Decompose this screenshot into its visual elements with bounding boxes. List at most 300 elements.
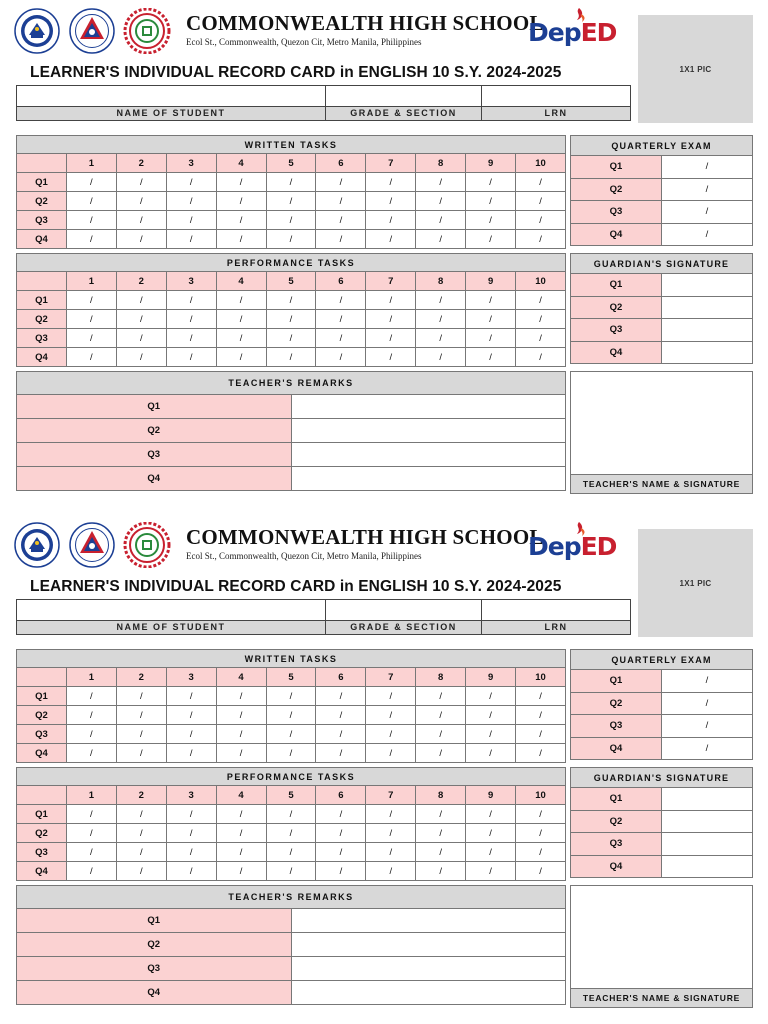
- lrn-label: LRN: [544, 622, 568, 632]
- written-score-cell[interactable]: /: [416, 744, 466, 763]
- performance-column-header: 1: [66, 786, 116, 805]
- performance-quarter-label: Q3: [17, 329, 67, 348]
- exam-quarter-label: Q2: [571, 692, 662, 715]
- performance-score-cell[interactable]: /: [366, 862, 416, 881]
- remarks-quarter-label: Q1: [17, 909, 292, 933]
- written-score-cell[interactable]: /: [416, 230, 466, 249]
- exam-quarter-label: Q2: [571, 178, 662, 201]
- performance-score-cell[interactable]: /: [316, 310, 366, 329]
- performance-score-cell[interactable]: /: [166, 348, 216, 367]
- performance-score-cell[interactable]: /: [116, 805, 166, 824]
- written-score-cell[interactable]: /: [116, 211, 166, 230]
- guardian-signature-cell[interactable]: [662, 341, 753, 364]
- written-score-cell[interactable]: /: [316, 192, 366, 211]
- performance-score-cell[interactable]: /: [416, 824, 466, 843]
- written-score-cell[interactable]: /: [366, 192, 416, 211]
- written-score-cell[interactable]: /: [316, 706, 366, 725]
- written-quarter-label: Q1: [17, 173, 67, 192]
- written-column-header: 5: [266, 154, 316, 173]
- written-score-cell[interactable]: /: [266, 173, 316, 192]
- performance-score-cell[interactable]: /: [416, 310, 466, 329]
- written-score-cell[interactable]: /: [66, 687, 116, 706]
- exam-score-cell[interactable]: /: [662, 715, 753, 738]
- performance-column-header: 3: [166, 272, 216, 291]
- exam-score-cell[interactable]: /: [662, 670, 753, 693]
- written-quarter-label: Q3: [17, 211, 67, 230]
- performance-score-cell[interactable]: /: [366, 824, 416, 843]
- written-column-header: 5: [266, 668, 316, 687]
- written-score-cell[interactable]: /: [66, 706, 116, 725]
- performance-quarter-label: Q4: [17, 862, 67, 881]
- written-score-cell[interactable]: /: [416, 725, 466, 744]
- record-card: [0, 514, 768, 1024]
- written-score-cell[interactable]: /: [366, 211, 416, 230]
- performance-score-cell[interactable]: /: [216, 291, 266, 310]
- performance-score-cell[interactable]: /: [166, 805, 216, 824]
- performance-score-cell[interactable]: /: [266, 862, 316, 881]
- performance-score-cell[interactable]: /: [466, 310, 516, 329]
- written-score-cell[interactable]: /: [266, 192, 316, 211]
- performance-score-cell[interactable]: /: [66, 310, 116, 329]
- performance-column-header: 3: [166, 786, 216, 805]
- performance-score-cell[interactable]: /: [116, 329, 166, 348]
- exam-quarter-label: Q4: [571, 223, 662, 246]
- performance-score-cell[interactable]: /: [116, 862, 166, 881]
- written-tasks-table: [16, 649, 566, 763]
- written-score-cell[interactable]: /: [66, 211, 116, 230]
- written-score-cell[interactable]: /: [266, 706, 316, 725]
- guardian-signature-cell[interactable]: [662, 274, 753, 297]
- written-score-cell[interactable]: /: [166, 725, 216, 744]
- written-column-header: 9: [466, 154, 516, 173]
- written-score-cell[interactable]: /: [116, 173, 166, 192]
- remarks-cell[interactable]: [291, 957, 566, 981]
- written-score-cell[interactable]: /: [266, 744, 316, 763]
- written-score-cell[interactable]: /: [416, 192, 466, 211]
- quarterly-exam-table: [570, 649, 753, 760]
- performance-score-cell[interactable]: /: [166, 862, 216, 881]
- student-name-field[interactable]: [17, 600, 326, 620]
- written-column-header: 1: [66, 668, 116, 687]
- written-score-cell[interactable]: /: [216, 192, 266, 211]
- exam-quarter-label: Q1: [571, 670, 662, 693]
- written-score-cell[interactable]: /: [266, 687, 316, 706]
- performance-quarter-label: Q3: [17, 843, 67, 862]
- performance-column-header: 4: [216, 272, 266, 291]
- written-score-cell[interactable]: /: [316, 744, 366, 763]
- written-score-cell[interactable]: /: [266, 211, 316, 230]
- school-heading: [186, 13, 544, 47]
- performance-score-cell[interactable]: /: [366, 310, 416, 329]
- remarks-cell[interactable]: [291, 419, 566, 443]
- performance-score-cell[interactable]: /: [266, 843, 316, 862]
- performance-column-header: 2: [116, 272, 166, 291]
- written-score-cell[interactable]: /: [66, 173, 116, 192]
- written-score-cell[interactable]: /: [466, 687, 516, 706]
- exam-quarter-label: Q1: [571, 156, 662, 179]
- written-score-cell[interactable]: /: [466, 173, 516, 192]
- performance-score-cell[interactable]: /: [416, 329, 466, 348]
- performance-column-header: 10: [516, 272, 566, 291]
- student-name-field[interactable]: [17, 86, 326, 106]
- performance-score-cell[interactable]: /: [66, 329, 116, 348]
- guardian-signature-cell[interactable]: [662, 296, 753, 319]
- performance-score-cell[interactable]: /: [66, 291, 116, 310]
- written-score-cell[interactable]: /: [516, 230, 566, 249]
- performance-score-cell[interactable]: /: [116, 824, 166, 843]
- deped-seal-icon: [14, 522, 60, 568]
- written-score-cell[interactable]: /: [466, 725, 516, 744]
- written-score-cell[interactable]: /: [216, 687, 266, 706]
- performance-score-cell[interactable]: /: [116, 291, 166, 310]
- performance-column-header: 9: [466, 786, 516, 805]
- performance-quarter-label: Q2: [17, 824, 67, 843]
- written-score-cell[interactable]: /: [416, 687, 466, 706]
- written-quarter-label: Q4: [17, 230, 67, 249]
- performance-score-cell[interactable]: /: [66, 805, 116, 824]
- school-name: COMMONWEALTH HIGH SCHOOL: [186, 11, 544, 35]
- performance-column-header: 2: [116, 786, 166, 805]
- performance-score-cell[interactable]: /: [66, 824, 116, 843]
- division-seal-icon: [68, 8, 116, 54]
- written-column-header: 4: [216, 154, 266, 173]
- performance-score-cell[interactable]: /: [416, 862, 466, 881]
- performance-score-cell[interactable]: /: [66, 348, 116, 367]
- performance-score-cell[interactable]: /: [216, 862, 266, 881]
- lrn-label: LRN: [544, 108, 568, 118]
- written-corner-cell: [17, 154, 67, 173]
- deped-logo: [528, 8, 628, 54]
- performance-score-cell[interactable]: /: [366, 805, 416, 824]
- written-score-cell[interactable]: /: [316, 211, 366, 230]
- written-score-cell[interactable]: /: [516, 744, 566, 763]
- written-score-cell[interactable]: /: [366, 706, 416, 725]
- performance-score-cell[interactable]: /: [166, 843, 216, 862]
- performance-score-cell[interactable]: /: [316, 329, 366, 348]
- performance-corner-cell: [17, 786, 67, 805]
- remarks-cell[interactable]: [291, 933, 566, 957]
- performance-score-cell[interactable]: /: [466, 862, 516, 881]
- written-score-cell[interactable]: /: [166, 211, 216, 230]
- performance-score-cell[interactable]: /: [316, 843, 366, 862]
- teacher-remarks-title: TEACHER'S REMARKS: [17, 372, 566, 395]
- written-score-cell[interactable]: /: [316, 230, 366, 249]
- exam-score-cell[interactable]: /: [662, 178, 753, 201]
- performance-column-header: 5: [266, 786, 316, 805]
- guardian-quarter-label: Q4: [571, 855, 662, 878]
- grade-section-field[interactable]: [326, 600, 482, 620]
- guardian-quarter-label: Q2: [571, 296, 662, 319]
- written-score-cell[interactable]: /: [516, 173, 566, 192]
- performance-column-header: 8: [416, 786, 466, 805]
- guardian-signature-title: GUARDIAN'S SIGNATURE: [571, 254, 753, 274]
- student-info: [16, 85, 631, 121]
- written-column-header: 9: [466, 668, 516, 687]
- performance-score-cell[interactable]: /: [266, 329, 316, 348]
- written-score-cell[interactable]: /: [366, 744, 416, 763]
- performance-score-cell[interactable]: /: [216, 310, 266, 329]
- written-score-cell[interactable]: /: [516, 725, 566, 744]
- card-title: LEARNER'S INDIVIDUAL RECORD CARD in ENGLISH 10 S.Y. 2024-2025: [30, 64, 562, 81]
- teacher-remarks-table: [16, 371, 566, 491]
- performance-quarter-label: Q1: [17, 291, 67, 310]
- grade-section-label: GRADE & SECTION: [326, 107, 482, 121]
- written-column-header: 2: [116, 668, 166, 687]
- performance-score-cell[interactable]: /: [316, 348, 366, 367]
- guardian-signature-table: [570, 253, 753, 364]
- written-tasks-title: WRITTEN TASKS: [17, 650, 566, 668]
- written-score-cell[interactable]: /: [516, 687, 566, 706]
- student-name-label: NAME OF STUDENT: [17, 107, 326, 121]
- written-score-cell[interactable]: /: [216, 706, 266, 725]
- performance-score-cell[interactable]: /: [216, 329, 266, 348]
- school-seal-icon: [122, 8, 172, 54]
- school-heading: [186, 527, 544, 561]
- remarks-quarter-label: Q4: [17, 467, 292, 491]
- performance-score-cell[interactable]: /: [66, 843, 116, 862]
- performance-score-cell[interactable]: /: [516, 824, 566, 843]
- written-column-header: 8: [416, 154, 466, 173]
- written-score-cell[interactable]: /: [116, 192, 166, 211]
- remarks-quarter-label: Q1: [17, 395, 292, 419]
- teacher-signature-label: TEACHER'S NAME & SIGNATURE: [571, 988, 752, 1007]
- exam-score-cell[interactable]: /: [662, 223, 753, 246]
- guardian-signature-table: [570, 767, 753, 878]
- performance-score-cell[interactable]: /: [466, 348, 516, 367]
- performance-column-header: 10: [516, 786, 566, 805]
- written-score-cell[interactable]: /: [166, 744, 216, 763]
- written-column-header: 7: [366, 154, 416, 173]
- performance-score-cell[interactable]: /: [316, 824, 366, 843]
- written-score-cell[interactable]: /: [116, 230, 166, 249]
- remarks-cell[interactable]: [291, 467, 566, 491]
- performance-score-cell[interactable]: /: [116, 310, 166, 329]
- exam-score-cell[interactable]: /: [662, 201, 753, 224]
- written-quarter-label: Q2: [17, 192, 67, 211]
- written-score-cell[interactable]: /: [116, 687, 166, 706]
- performance-score-cell[interactable]: /: [516, 805, 566, 824]
- performance-score-cell[interactable]: /: [516, 310, 566, 329]
- performance-tasks-title: PERFORMANCE TASKS: [17, 768, 566, 786]
- school-seal-icon: [122, 522, 172, 568]
- performance-score-cell[interactable]: /: [266, 805, 316, 824]
- performance-column-header: 9: [466, 272, 516, 291]
- remarks-cell[interactable]: [291, 443, 566, 467]
- performance-score-cell[interactable]: /: [416, 805, 466, 824]
- written-score-cell[interactable]: /: [316, 725, 366, 744]
- written-score-cell[interactable]: /: [216, 173, 266, 192]
- division-seal-icon: [68, 522, 116, 568]
- written-score-cell[interactable]: /: [166, 230, 216, 249]
- guardian-signature-cell[interactable]: [662, 833, 753, 856]
- performance-score-cell[interactable]: /: [516, 862, 566, 881]
- guardian-quarter-label: Q2: [571, 810, 662, 833]
- guardian-quarter-label: Q1: [571, 788, 662, 811]
- lrn-field[interactable]: [482, 600, 630, 620]
- performance-corner-cell: [17, 272, 67, 291]
- performance-score-cell[interactable]: /: [316, 291, 366, 310]
- exam-score-cell[interactable]: /: [662, 692, 753, 715]
- deped-logo-text: [528, 534, 616, 559]
- guardian-signature-cell[interactable]: [662, 788, 753, 811]
- remarks-cell[interactable]: [291, 909, 566, 933]
- written-score-cell[interactable]: /: [66, 744, 116, 763]
- written-score-cell[interactable]: /: [116, 706, 166, 725]
- written-corner-cell: [17, 668, 67, 687]
- written-score-cell[interactable]: /: [366, 725, 416, 744]
- written-score-cell[interactable]: /: [366, 173, 416, 192]
- written-quarter-label: Q3: [17, 725, 67, 744]
- teacher-signature-box[interactable]: [570, 371, 753, 494]
- performance-score-cell[interactable]: /: [216, 824, 266, 843]
- written-column-header: 3: [166, 668, 216, 687]
- performance-score-cell[interactable]: /: [466, 805, 516, 824]
- written-score-cell[interactable]: /: [416, 211, 466, 230]
- written-score-cell[interactable]: /: [266, 725, 316, 744]
- performance-score-cell[interactable]: /: [116, 348, 166, 367]
- exam-score-cell[interactable]: /: [662, 156, 753, 179]
- performance-score-cell[interactable]: /: [466, 824, 516, 843]
- written-column-header: 6: [316, 668, 366, 687]
- performance-score-cell[interactable]: /: [416, 348, 466, 367]
- written-column-header: 1: [66, 154, 116, 173]
- performance-score-cell[interactable]: /: [516, 348, 566, 367]
- written-score-cell[interactable]: /: [366, 687, 416, 706]
- written-score-cell[interactable]: /: [166, 173, 216, 192]
- written-score-cell[interactable]: /: [416, 173, 466, 192]
- exam-score-cell[interactable]: /: [662, 737, 753, 760]
- performance-column-header: 6: [316, 786, 366, 805]
- performance-column-header: 7: [366, 786, 416, 805]
- written-score-cell[interactable]: /: [466, 706, 516, 725]
- written-score-cell[interactable]: /: [366, 230, 416, 249]
- school-address: Ecol St., Commonwealth, Quezon Cit, Metro Manila, Philippines: [186, 551, 422, 561]
- remarks-quarter-label: Q4: [17, 981, 292, 1005]
- performance-score-cell[interactable]: /: [216, 348, 266, 367]
- quarterly-exam-table: [570, 135, 753, 246]
- grade-section-field[interactable]: [326, 86, 482, 106]
- performance-score-cell[interactable]: /: [166, 291, 216, 310]
- quarterly-exam-title: QUARTERLY EXAM: [571, 136, 753, 156]
- written-score-cell[interactable]: /: [316, 173, 366, 192]
- deped-seal-icon: [14, 8, 60, 54]
- photo-placeholder[interactable]: [638, 15, 753, 123]
- teacher-signature-box[interactable]: [570, 885, 753, 1008]
- written-score-cell[interactable]: /: [166, 706, 216, 725]
- written-score-cell[interactable]: /: [516, 192, 566, 211]
- written-score-cell[interactable]: /: [116, 744, 166, 763]
- guardian-signature-cell[interactable]: [662, 855, 753, 878]
- written-score-cell[interactable]: /: [66, 230, 116, 249]
- guardian-signature-cell[interactable]: [662, 319, 753, 342]
- teacher-signature-label: TEACHER'S NAME & SIGNATURE: [571, 474, 752, 493]
- guardian-signature-cell[interactable]: [662, 810, 753, 833]
- performance-score-cell[interactable]: /: [66, 862, 116, 881]
- written-score-cell[interactable]: /: [166, 192, 216, 211]
- written-score-cell[interactable]: /: [216, 725, 266, 744]
- written-column-header: 4: [216, 668, 266, 687]
- remarks-quarter-label: Q2: [17, 419, 292, 443]
- written-score-cell[interactable]: /: [316, 687, 366, 706]
- performance-score-cell[interactable]: /: [316, 805, 366, 824]
- performance-score-cell[interactable]: /: [266, 824, 316, 843]
- written-score-cell[interactable]: /: [416, 706, 466, 725]
- written-score-cell[interactable]: /: [116, 725, 166, 744]
- performance-score-cell[interactable]: /: [466, 329, 516, 348]
- written-score-cell[interactable]: /: [166, 687, 216, 706]
- written-score-cell[interactable]: /: [216, 744, 266, 763]
- performance-quarter-label: Q1: [17, 805, 67, 824]
- school-address: Ecol St., Commonwealth, Quezon Cit, Metro Manila, Philippines: [186, 37, 422, 47]
- deped-logo: [528, 522, 628, 568]
- written-score-cell[interactable]: /: [216, 211, 266, 230]
- written-score-cell[interactable]: /: [266, 230, 316, 249]
- grade-section-label: GRADE & SECTION: [326, 621, 482, 635]
- performance-score-cell[interactable]: /: [516, 843, 566, 862]
- performance-score-cell[interactable]: /: [316, 862, 366, 881]
- remarks-cell[interactable]: [291, 395, 566, 419]
- remarks-quarter-label: Q3: [17, 957, 292, 981]
- performance-score-cell[interactable]: /: [166, 329, 216, 348]
- performance-score-cell[interactable]: /: [266, 291, 316, 310]
- written-score-cell[interactable]: /: [216, 230, 266, 249]
- performance-quarter-label: Q2: [17, 310, 67, 329]
- written-column-header: 3: [166, 154, 216, 173]
- quarterly-exam-title: QUARTERLY EXAM: [571, 650, 753, 670]
- performance-score-cell[interactable]: /: [366, 291, 416, 310]
- written-tasks-table: [16, 135, 566, 249]
- written-score-cell[interactable]: /: [466, 744, 516, 763]
- performance-score-cell[interactable]: /: [416, 843, 466, 862]
- performance-score-cell[interactable]: /: [266, 310, 316, 329]
- performance-score-cell[interactable]: /: [516, 291, 566, 310]
- guardian-quarter-label: Q1: [571, 274, 662, 297]
- performance-column-header: 5: [266, 272, 316, 291]
- performance-score-cell[interactable]: /: [216, 843, 266, 862]
- written-score-cell[interactable]: /: [466, 230, 516, 249]
- deped-logo-dep: Dep: [528, 532, 581, 561]
- performance-score-cell[interactable]: /: [466, 291, 516, 310]
- performance-score-cell[interactable]: /: [166, 310, 216, 329]
- deped-logo-dep: Dep: [528, 18, 581, 47]
- performance-score-cell[interactable]: /: [366, 348, 416, 367]
- performance-score-cell[interactable]: /: [466, 843, 516, 862]
- photo-label: 1X1 PIC: [679, 65, 712, 74]
- deped-logo-ed: ED: [580, 532, 617, 561]
- performance-score-cell[interactable]: /: [366, 843, 416, 862]
- written-score-cell[interactable]: /: [516, 706, 566, 725]
- written-score-cell[interactable]: /: [66, 725, 116, 744]
- performance-score-cell[interactable]: /: [366, 329, 416, 348]
- performance-score-cell[interactable]: /: [216, 805, 266, 824]
- photo-placeholder[interactable]: [638, 529, 753, 637]
- written-score-cell[interactable]: /: [516, 211, 566, 230]
- performance-score-cell[interactable]: /: [266, 348, 316, 367]
- remarks-cell[interactable]: [291, 981, 566, 1005]
- exam-quarter-label: Q3: [571, 201, 662, 224]
- deped-logo-text: [528, 20, 616, 45]
- performance-score-cell[interactable]: /: [116, 843, 166, 862]
- written-score-cell[interactable]: /: [66, 192, 116, 211]
- performance-score-cell[interactable]: /: [416, 291, 466, 310]
- written-score-cell[interactable]: /: [466, 211, 516, 230]
- performance-score-cell[interactable]: /: [166, 824, 216, 843]
- lrn-field[interactable]: [482, 86, 630, 106]
- exam-quarter-label: Q3: [571, 715, 662, 738]
- performance-score-cell[interactable]: /: [516, 329, 566, 348]
- student-name-label: NAME OF STUDENT: [17, 621, 326, 635]
- written-score-cell[interactable]: /: [466, 192, 516, 211]
